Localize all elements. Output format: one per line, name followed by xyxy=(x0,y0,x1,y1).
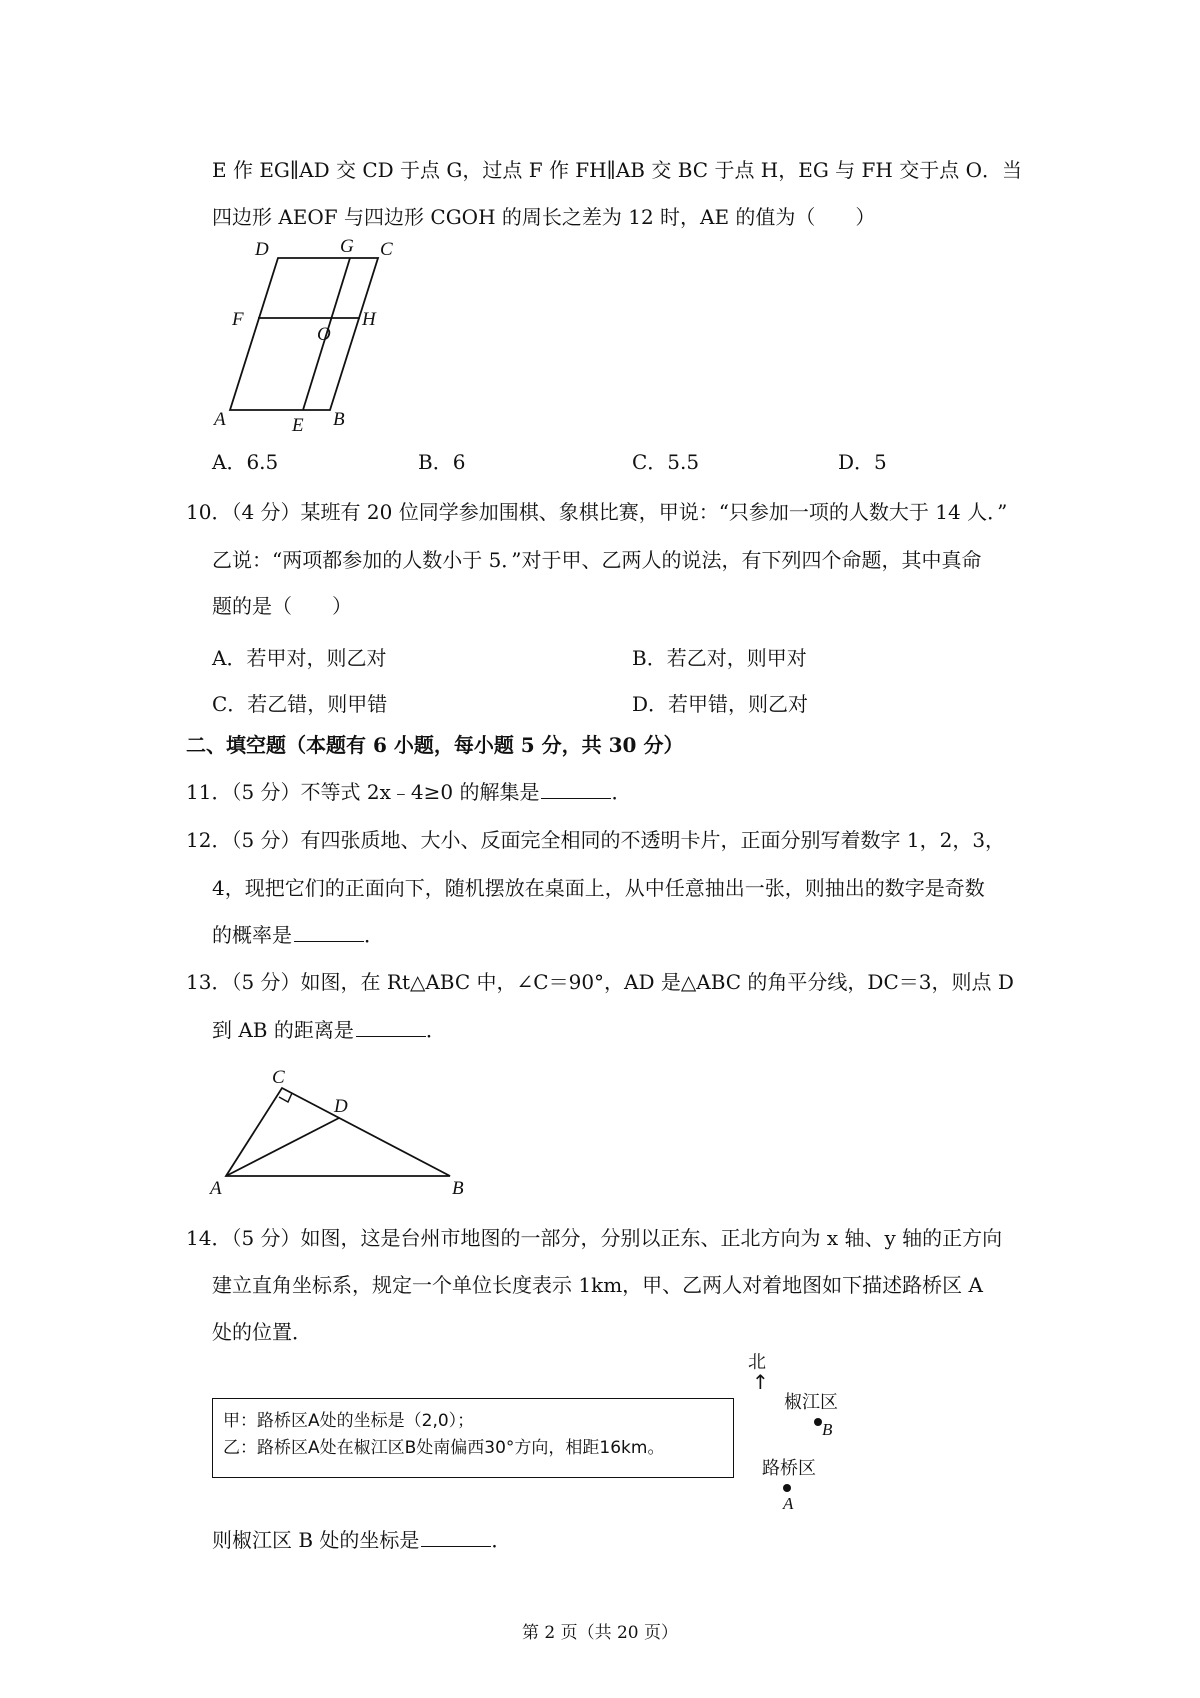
q14-last-text: 则椒江区 B 处的坐标是 xyxy=(212,1528,420,1552)
q12-answer-blank[interactable] xyxy=(294,941,364,942)
q9-option-c: C．5.5 xyxy=(632,450,700,474)
q12-line2: 4，现把它们的正面向下，随机摆放在桌面上，从中任意抽出一张，则抽出的数字是奇数 xyxy=(212,876,985,900)
point-b-dot xyxy=(814,1418,822,1426)
q11-text: 11．（5 分）不等式 2x﹣4≥0 的解集是 xyxy=(186,780,540,804)
map-a-label: A xyxy=(783,1494,794,1513)
q13-line1: 13．（5 分）如图，在 Rt△ABC 中，∠C＝90°，AD 是△ABC 的角平分线，DC＝3，则点 D xyxy=(186,970,1014,994)
tri-label-b: B xyxy=(452,1178,464,1198)
map-jiaojiang-label: 椒江区 xyxy=(784,1392,838,1413)
parallelogram-figure xyxy=(200,238,430,438)
q12-line1: 12．（5 分）有四张质地、大小、反面完全相同的不透明卡片，正面分别写着数字 1，2，3， xyxy=(186,828,1006,852)
q9-option-d: D．5 xyxy=(838,450,887,474)
q12-line3 xyxy=(212,925,384,945)
q10-option-a: A．若甲对，则乙对 xyxy=(212,646,387,670)
triangle-figure xyxy=(200,1058,480,1198)
q14-line3: 处的位置． xyxy=(212,1320,312,1344)
map-luqiao-label: 路桥区 xyxy=(762,1458,816,1479)
label-a: A xyxy=(214,409,226,430)
q14-line2: 建立直角坐标系，规定一个单位长度表示 1km，甲、乙两人对着地图如下描述路桥区 A xyxy=(212,1273,983,1297)
section-heading: 二、填空题（本题有 6 小题，每小题 5 分，共 30 分） xyxy=(186,733,684,757)
q10-line3: 题的是（ ） xyxy=(212,594,352,618)
q11-suffix: ． xyxy=(611,780,632,804)
q13-line2 xyxy=(212,1020,446,1040)
label-f: F xyxy=(232,309,244,330)
q9-option-a: A．6.5 xyxy=(212,450,279,474)
q13-line2-text: 到 AB 的距离是 xyxy=(212,1018,354,1042)
statement-box xyxy=(212,1398,734,1478)
tri-label-a: A xyxy=(210,1178,222,1198)
q11-answer-blank[interactable] xyxy=(541,798,611,799)
q9-line2: 四边形 AEOF 与四边形 CGOH 的周长之差为 12 时，AE 的值为（ ） xyxy=(212,205,876,229)
point-a-dot xyxy=(783,1484,791,1492)
tri-label-d: D xyxy=(334,1096,348,1117)
label-d: D xyxy=(255,239,269,260)
q12-line3-text: 的概率是 xyxy=(212,923,292,947)
label-o: O xyxy=(317,324,331,345)
q9-line1: E 作 EG∥AD 交 CD 于点 G，过点 F 作 FH∥AB 交 BC 于点 H，EG 与 FH 交于点 O．当 xyxy=(212,158,1022,182)
label-b: B xyxy=(333,409,345,430)
q14-last-line xyxy=(212,1530,511,1550)
q9-option-b: B．6 xyxy=(418,450,466,474)
statement-jia: 甲：路桥区A处的坐标是（2,0）； xyxy=(223,1411,475,1431)
map-b-label: B xyxy=(822,1420,833,1439)
label-h: H xyxy=(362,309,376,330)
north-arrow-icon: ↑ xyxy=(752,1370,769,1394)
q10-option-c: C．若乙错，则甲错 xyxy=(212,692,388,716)
q13-suffix: ． xyxy=(425,1018,446,1042)
q14-answer-blank[interactable] xyxy=(421,1546,491,1547)
q12-suffix: ． xyxy=(364,923,384,947)
q10-line2: 乙说：“两项都参加的人数小于 5．”对于甲、乙两人的说法，有下列四个命题，其中真命 xyxy=(212,548,982,572)
q14-suffix: ． xyxy=(491,1528,512,1552)
right-angle-mark xyxy=(279,1093,292,1102)
tri-label-c: C xyxy=(272,1067,285,1088)
label-g: G xyxy=(340,238,354,257)
q10-option-b: B．若乙对，则甲对 xyxy=(632,646,807,670)
page-footer: 第 2 页（共 20 页） xyxy=(521,1623,679,1643)
q13-answer-blank[interactable] xyxy=(356,1036,426,1037)
map-north-label: 北 xyxy=(748,1352,766,1373)
label-c: C xyxy=(380,239,393,260)
label-e: E xyxy=(292,415,304,436)
segment-ad xyxy=(226,1118,339,1176)
parallelogram-abcd xyxy=(230,258,378,410)
q10-line1: 10．（4 分）某班有 20 位同学参加围棋、象棋比赛，甲说：“只参加一项的人数大于 14 人．” xyxy=(186,500,1008,524)
statement-yi: 乙：路桥区A处在椒江区B处南偏西30°方向，相距16km。 xyxy=(223,1438,665,1458)
q14-line1: 14．（5 分）如图，这是台州市地图的一部分，分别以正东、正北方向为 x 轴、y 轴的正方向 xyxy=(186,1226,1003,1250)
q10-option-d: D．若甲错，则乙对 xyxy=(632,692,809,716)
q11-line xyxy=(186,782,631,802)
